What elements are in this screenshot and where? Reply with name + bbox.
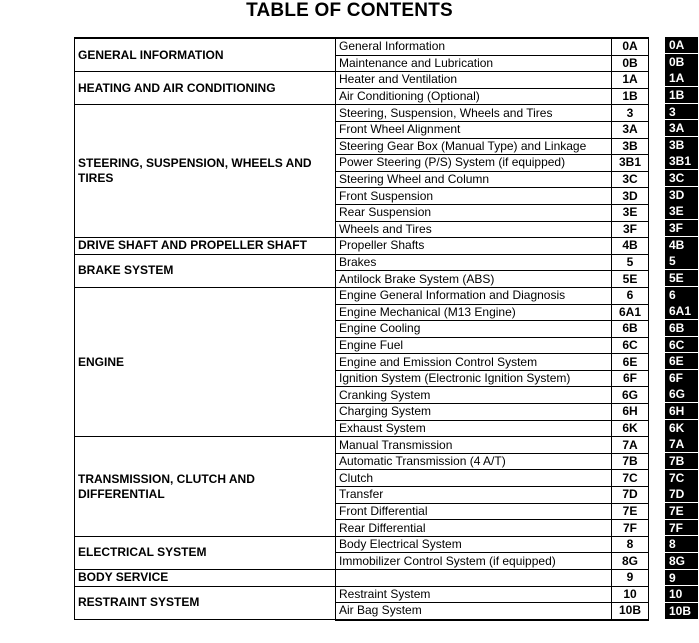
group-heading: RESTRAINT SYSTEM [75,586,336,620]
toc-row [75,570,649,587]
section-code: 6 [612,287,649,304]
section-tab[interactable]: 7A [665,436,698,452]
section-code: 3 [612,105,649,122]
toc-row [75,38,649,55]
section-code: 3E [612,204,649,221]
section-tab[interactable]: 3E [665,203,698,219]
section-link[interactable]: Heater and Ventilation [336,72,612,89]
section-tab[interactable]: 1A [665,70,698,86]
section-tab[interactable]: 6A1 [665,303,698,319]
section-link[interactable]: Propeller Shafts [336,238,612,255]
page-title: TABLE OF CONTENTS [246,0,453,21]
section-link[interactable]: General Information [336,38,612,55]
section-link[interactable]: Power Steering (P/S) System (if equipped) [336,155,612,172]
group-heading: ENGINE [75,287,336,436]
section-link[interactable]: Air Conditioning (Optional) [336,88,612,105]
group-heading: BRAKE SYSTEM [75,254,336,287]
section-code: 3D [612,188,649,205]
group-heading: TRANSMISSION, CLUTCH AND DIFFERENTIAL [75,437,336,537]
group-heading: STEERING, SUSPENSION, WHEELS AND TIRES [75,105,336,238]
group-heading: GENERAL INFORMATION [75,38,336,72]
section-link[interactable]: Ignition System (Electronic Ignition System) [336,370,612,387]
group-heading: HEATING AND AIR CONDITIONING [75,72,336,105]
section-tab[interactable]: 7B [665,453,698,469]
group-heading: BODY SERVICE [75,570,336,587]
section-code: 5 [612,254,649,271]
group-heading: DRIVE SHAFT AND PROPELLER SHAFT [75,238,336,255]
section-tab[interactable]: 3B [665,137,698,153]
section-link[interactable]: Immobilizer Control System (if equipped) [336,553,612,570]
section-code: 7E [612,503,649,520]
section-code: 6B [612,321,649,338]
section-tab[interactable]: 9 [665,570,698,586]
section-code: 10 [612,586,649,603]
toc-row [75,105,649,122]
section-tab[interactable]: 10 [665,586,698,602]
section-link[interactable]: Manual Transmission [336,437,612,454]
section-tab[interactable]: 0A [665,37,698,53]
section-link[interactable]: Wheels and Tires [336,221,612,238]
section-code: 9 [612,570,649,587]
section-code: 6G [612,387,649,404]
section-link[interactable]: Exhaust System [336,420,612,437]
section-code: 3C [612,171,649,188]
section-tab[interactable]: 7C [665,470,698,486]
section-code: 0B [612,55,649,72]
section-code: 8G [612,553,649,570]
section-tab[interactable]: 3 [665,104,698,120]
section-link[interactable]: Cranking System [336,387,612,404]
toc-row [75,437,649,454]
section-link[interactable]: Rear Differential [336,520,612,537]
section-code: 7C [612,470,649,487]
section-tabs [665,37,698,619]
section-tab[interactable]: 6G [665,386,698,402]
section-link[interactable]: Restraint System [336,586,612,603]
toc-row [75,238,649,255]
toc-table [74,37,649,621]
section-tab[interactable]: 7E [665,503,698,519]
section-code: 7D [612,487,649,504]
section-tab[interactable]: 10B [665,603,698,619]
section-link[interactable]: Maintenance and Lubrication [336,55,612,72]
section-link[interactable]: Steering Wheel and Column [336,171,612,188]
section-link[interactable]: Transfer [336,487,612,504]
section-tab[interactable]: 8 [665,536,698,552]
section-link[interactable]: Clutch [336,470,612,487]
toc-row [75,536,649,553]
section-link[interactable]: Engine Mechanical (M13 Engine) [336,304,612,321]
toc-row [75,72,649,89]
section-tab[interactable]: 3B1 [665,153,698,169]
section-link[interactable]: Front Wheel Alignment [336,121,612,138]
section-tab[interactable]: 7D [665,486,698,502]
toc-row [75,254,649,271]
section-link[interactable]: Engine Cooling [336,321,612,338]
section-link[interactable]: Engine Fuel [336,337,612,354]
section-code: 6H [612,404,649,421]
section-code: 1B [612,88,649,105]
section-code: 6E [612,354,649,371]
group-heading: ELECTRICAL SYSTEM [75,536,336,569]
section-link[interactable]: Air Bag System [336,603,612,620]
section-code: 3B1 [612,155,649,172]
section-link[interactable]: Front Differential [336,503,612,520]
section-code: 3A [612,121,649,138]
section-code: 4B [612,238,649,255]
section-code: 7B [612,453,649,470]
section-tab[interactable]: 6C [665,337,698,353]
section-tab[interactable]: 1B [665,87,698,103]
section-code: 1A [612,72,649,89]
section-tab[interactable]: 3F [665,220,698,236]
section-link[interactable]: Engine General Information and Diagnosis [336,287,612,304]
section-tab[interactable]: 0B [665,54,698,70]
section-tab[interactable]: 3A [665,120,698,136]
section-tab[interactable]: 6K [665,420,698,436]
section-link[interactable]: Front Suspension [336,188,612,205]
toc-row [75,586,649,603]
section-tab[interactable]: 6E [665,353,698,369]
section-link[interactable]: Automatic Transmission (4 A/T) [336,453,612,470]
section-code: 10B [612,603,649,620]
section-tab[interactable]: 8G [665,553,698,569]
section-tab[interactable]: 3D [665,187,698,203]
section-link[interactable]: Rear Suspension [336,204,612,221]
section-tab[interactable]: 5 [665,253,698,269]
section-code: 0A [612,38,649,55]
section-tab[interactable]: 7F [665,520,698,536]
section-code: 3B [612,138,649,155]
section-code: 8 [612,536,649,553]
section-tab[interactable]: 3C [665,170,698,186]
section-link[interactable]: Charging System [336,404,612,421]
section-tab[interactable]: 5E [665,270,698,286]
section-code: 5E [612,271,649,288]
section-link[interactable] [336,570,612,587]
section-code: 7F [612,520,649,537]
section-link[interactable]: Brakes [336,254,612,271]
section-tab[interactable]: 6F [665,370,698,386]
section-link[interactable]: Body Electrical System [336,536,612,553]
section-link[interactable]: Engine and Emission Control System [336,354,612,371]
section-link[interactable]: Antilock Brake System (ABS) [336,271,612,288]
section-code: 6A1 [612,304,649,321]
section-code: 7A [612,437,649,454]
section-tab[interactable]: 4B [665,237,698,253]
section-code: 6C [612,337,649,354]
toc-row [75,287,649,304]
section-tab[interactable]: 6B [665,320,698,336]
section-code: 6F [612,370,649,387]
section-tab[interactable]: 6H [665,403,698,419]
section-code: 3F [612,221,649,238]
section-code: 6K [612,420,649,437]
section-link[interactable]: Steering, Suspension, Wheels and Tires [336,105,612,122]
section-link[interactable]: Steering Gear Box (Manual Type) and Linkage [336,138,612,155]
section-tab[interactable]: 6 [665,287,698,303]
